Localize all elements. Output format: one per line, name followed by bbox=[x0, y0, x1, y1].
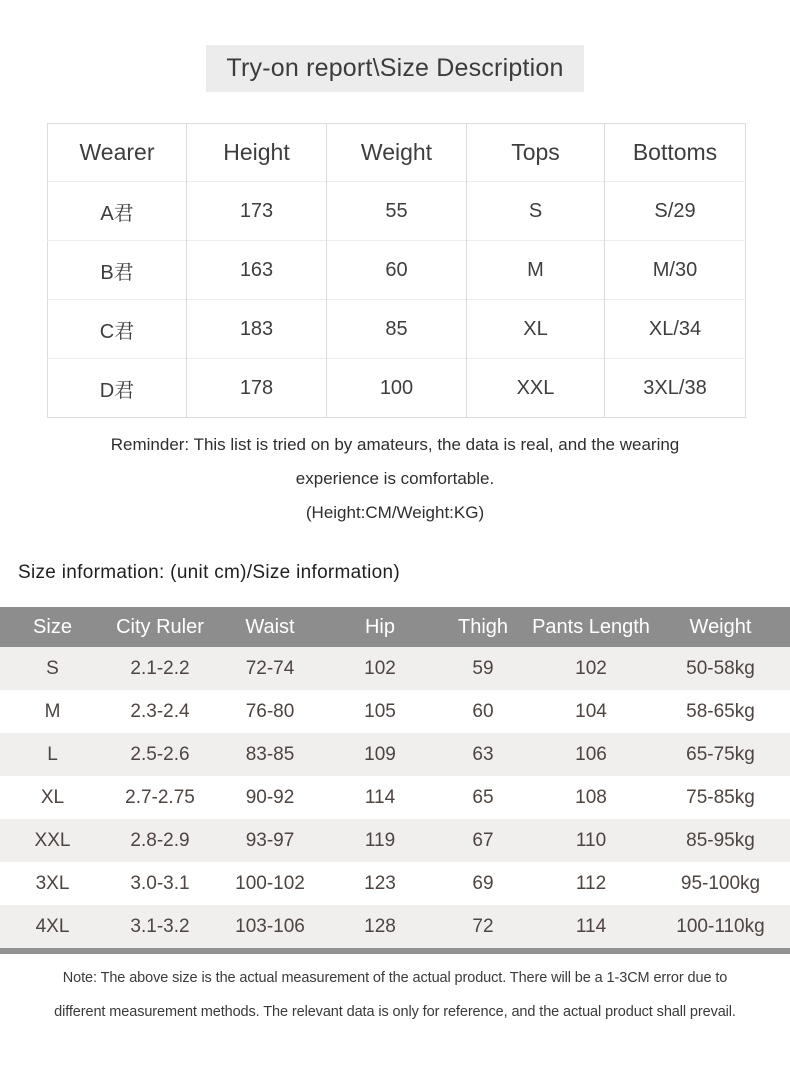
table-cell: 112 bbox=[575, 872, 607, 894]
table-cell: 63 bbox=[472, 743, 494, 765]
note-text bbox=[0, 961, 790, 1029]
table-cell: 106 bbox=[575, 743, 607, 765]
note-line: different measurement methods. The relevant data is only for reference, and the actual product shall prevail. bbox=[54, 1004, 736, 1020]
table-cell: L bbox=[47, 743, 58, 765]
table-cell: 105 bbox=[364, 700, 396, 722]
table-cell: 173 bbox=[187, 182, 327, 241]
table-row bbox=[0, 776, 790, 819]
column-header: Hip bbox=[325, 607, 435, 647]
table-cell: 104 bbox=[575, 700, 607, 722]
table-cell: 72-74 bbox=[245, 657, 295, 679]
table-row bbox=[0, 647, 790, 690]
column-header: Pants Length bbox=[531, 607, 651, 647]
table-cell: 114 bbox=[364, 786, 396, 808]
table-cell: S bbox=[467, 182, 605, 241]
table-cell: 95-100kg bbox=[680, 872, 761, 894]
table-cell: 60 bbox=[327, 241, 467, 300]
table-cell: 102 bbox=[364, 657, 396, 679]
table-row bbox=[48, 241, 746, 300]
table-row bbox=[0, 819, 790, 862]
table-cell: M bbox=[467, 241, 605, 300]
column-header: Tops bbox=[467, 124, 605, 182]
table-cell: D君 bbox=[48, 359, 187, 418]
table-cell: 83-85 bbox=[245, 743, 295, 765]
table-cell: 2.1-2.2 bbox=[130, 657, 190, 679]
table-cell: 60 bbox=[472, 700, 494, 722]
table-cell: 76-80 bbox=[245, 700, 295, 722]
table-cell: XXL bbox=[467, 359, 605, 418]
table-cell: 59 bbox=[472, 657, 494, 679]
table-cell: 55 bbox=[327, 182, 467, 241]
table-row bbox=[0, 733, 790, 776]
table-cell: 90-92 bbox=[245, 786, 295, 808]
table-row bbox=[0, 905, 790, 948]
title-row bbox=[0, 0, 790, 92]
page-title: Try-on report\Size Description bbox=[206, 45, 583, 92]
table-row bbox=[48, 359, 746, 418]
table-cell: 178 bbox=[187, 359, 327, 418]
size-table-bottom-bar bbox=[0, 948, 790, 954]
table-cell: 3.0-3.1 bbox=[130, 872, 190, 894]
table-cell: 3XL bbox=[35, 872, 70, 894]
table-cell: 102 bbox=[575, 657, 607, 679]
table-cell: 85-95kg bbox=[686, 829, 755, 851]
table-cell: 58-65kg bbox=[686, 700, 755, 722]
table-cell: 69 bbox=[472, 872, 494, 894]
table-cell: 183 bbox=[187, 300, 327, 359]
table-cell: 108 bbox=[575, 786, 607, 808]
column-header: Bottoms bbox=[605, 124, 746, 182]
table-cell: A君 bbox=[48, 182, 187, 241]
table-cell: 50-58kg bbox=[686, 657, 755, 679]
column-header: Height bbox=[187, 124, 327, 182]
table-cell: 2.7-2.75 bbox=[125, 786, 195, 808]
table-cell: 110 bbox=[575, 829, 607, 851]
table-cell: C君 bbox=[48, 300, 187, 359]
table-cell: 85 bbox=[327, 300, 467, 359]
note-line: Note: The above size is the actual measurement of the actual product. There will be a 1-3CM error due to bbox=[62, 970, 728, 986]
table-cell: 3.1-3.2 bbox=[130, 915, 190, 937]
table-cell: 72 bbox=[472, 915, 494, 937]
table-cell: XL bbox=[40, 786, 65, 808]
table-cell: 2.3-2.4 bbox=[130, 700, 190, 722]
column-header: Weight bbox=[327, 124, 467, 182]
table-cell: S bbox=[46, 657, 59, 679]
tryon-header-row bbox=[48, 124, 746, 182]
table-cell: S/29 bbox=[605, 182, 746, 241]
table-cell: 128 bbox=[364, 915, 396, 937]
table-cell: 75-85kg bbox=[686, 786, 755, 808]
table-cell: XXL bbox=[34, 829, 71, 851]
table-row bbox=[48, 300, 746, 359]
table-cell: 3XL/38 bbox=[605, 359, 746, 418]
table-cell: 109 bbox=[364, 743, 396, 765]
column-header: Size bbox=[0, 607, 105, 647]
table-cell: M/30 bbox=[605, 241, 746, 300]
column-header: City Ruler bbox=[105, 607, 215, 647]
table-cell: 114 bbox=[575, 915, 607, 937]
table-cell: 163 bbox=[187, 241, 327, 300]
column-header: Thigh bbox=[435, 607, 531, 647]
size-info-heading: Size information: (unit cm)/Size information) bbox=[18, 562, 401, 583]
table-cell: 100-102 bbox=[235, 872, 305, 894]
column-header: Waist bbox=[215, 607, 325, 647]
reminder-line: Reminder: This list is tried on by amateurs, the data is real, and the wearing bbox=[110, 435, 680, 454]
table-row bbox=[48, 182, 746, 241]
table-cell: 119 bbox=[364, 829, 396, 851]
table-cell: 100-110kg bbox=[676, 915, 765, 937]
table-row bbox=[0, 862, 790, 905]
table-cell: M bbox=[44, 700, 61, 722]
table-cell: 2.8-2.9 bbox=[130, 829, 190, 851]
table-cell: 100 bbox=[327, 359, 467, 418]
units-note: (Height:CM/Weight:KG) bbox=[305, 503, 485, 522]
table-cell: 103-106 bbox=[235, 915, 305, 937]
column-header: Weight bbox=[651, 607, 790, 647]
size-information-table bbox=[0, 607, 790, 948]
table-row bbox=[0, 690, 790, 733]
column-header: Wearer bbox=[79, 139, 155, 165]
reminder-text bbox=[0, 428, 790, 530]
reminder-line: experience is comfortable. bbox=[295, 469, 495, 488]
table-cell: 65 bbox=[472, 786, 494, 808]
table-cell: 93-97 bbox=[245, 829, 295, 851]
table-cell: XL/34 bbox=[605, 300, 746, 359]
table-cell: 123 bbox=[364, 872, 396, 894]
table-cell: 65-75kg bbox=[686, 743, 755, 765]
table-cell: B君 bbox=[48, 241, 187, 300]
tryon-report-table bbox=[47, 123, 746, 418]
table-cell: XL bbox=[467, 300, 605, 359]
table-cell: 4XL bbox=[35, 915, 70, 937]
size-table-header-row bbox=[0, 607, 790, 647]
table-cell: 2.5-2.6 bbox=[130, 743, 190, 765]
table-cell: 67 bbox=[472, 829, 494, 851]
